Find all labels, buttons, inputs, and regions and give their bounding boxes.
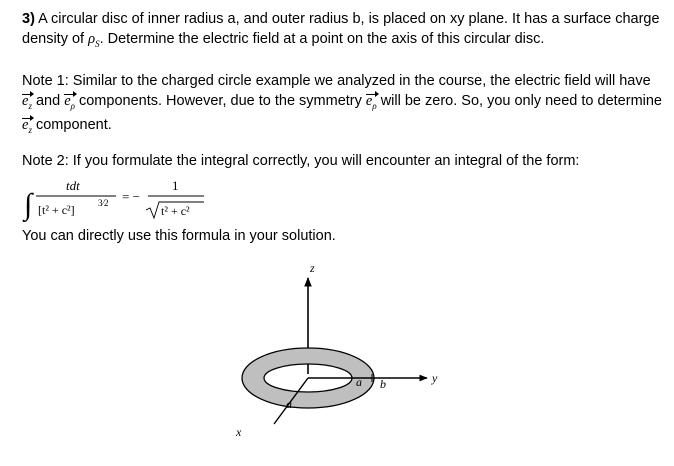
formula-exponent: 3⁄2 [98, 198, 109, 208]
usage-note: You can directly use this formula in your solution. [22, 228, 336, 244]
radius-a-label-ring: a [356, 375, 362, 389]
problem-number: 3) [22, 11, 35, 27]
unit-vector-ez [22, 92, 32, 116]
formula-denominator-left: [t² + c²] [38, 203, 75, 217]
unit-vector-erho [64, 92, 75, 116]
problem-text-part-2: . Determine the electric field at a point on the axis of this circular disc. [99, 30, 545, 47]
vec-letter: e [22, 116, 29, 133]
note-1 [22, 72, 662, 140]
problem-text-part-1: A circular disc of inner radius a, and outer radius b, is placed on xy plane. It has a surface charge density of [22, 11, 660, 47]
vec-letter: e [22, 92, 29, 109]
radius-b-label: b [380, 377, 386, 391]
integral-formula [22, 174, 222, 226]
radius-a-label-below: a [286, 397, 292, 411]
note1-part-2: and [31, 92, 65, 109]
y-axis-label: y [432, 371, 438, 385]
disc-figure [222, 258, 462, 458]
note-2: Note 2: If you formulate the integral correctly, you will encounter an integral of the form: [22, 153, 580, 169]
unit-vector-erho [366, 92, 377, 116]
rho-subscript: S [95, 38, 100, 49]
note1-part-1: Note 1: Similar to the charged circle example we analyzed in the course, the electric field will have [22, 73, 651, 89]
vec-subscript: ρ [372, 100, 377, 111]
note1-part-5: component. [31, 116, 112, 133]
integral-sign: ∫ [24, 188, 33, 221]
charge-density-symbol [88, 31, 99, 47]
problem-statement [22, 10, 662, 54]
z-axis-label: z [310, 261, 315, 275]
formula-numerator-right: 1 [172, 178, 179, 193]
vec-subscript: z [28, 124, 32, 135]
unit-vector-ez [22, 116, 32, 140]
vec-subscript: ρ [70, 100, 75, 111]
formula-denominator-right: t² + c² [161, 204, 190, 218]
formula-equals: = − [122, 189, 140, 204]
rho-letter: ρ [88, 30, 96, 47]
vec-letter: e [365, 92, 373, 109]
formula-numerator-left: tdt [66, 178, 80, 193]
x-axis-label: x [236, 425, 242, 439]
note1-part-4: will be zero. So, you only need to determine [376, 92, 662, 109]
vec-letter: e [64, 92, 71, 109]
vec-subscript: z [28, 100, 32, 111]
note1-part-3: components. However, due to the symmetry [74, 92, 366, 109]
